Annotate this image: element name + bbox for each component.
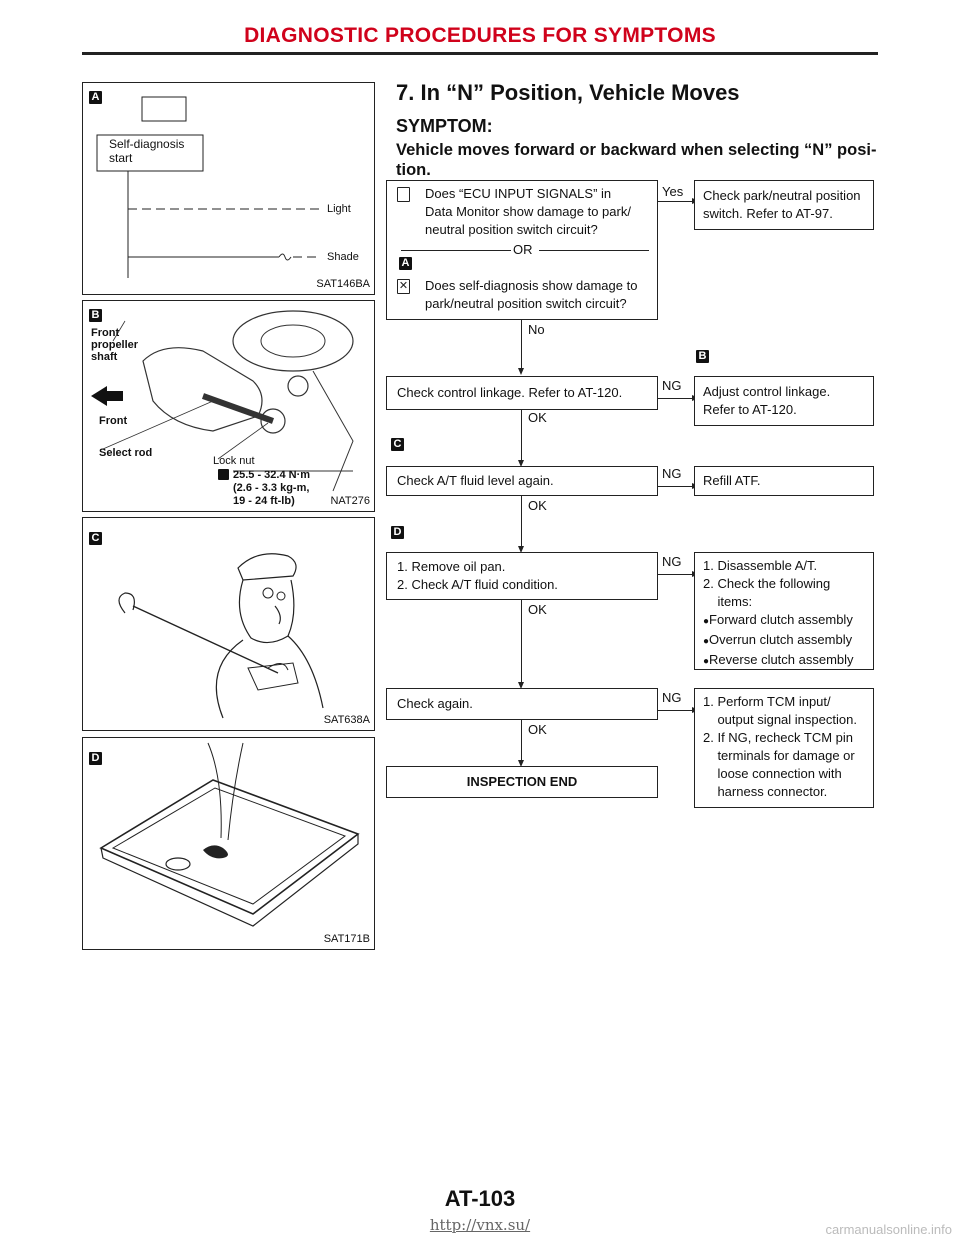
figure-code-a: SAT146BA: [316, 278, 370, 290]
flow-step3-ok-label: OK: [528, 498, 547, 513]
figure-a: [82, 82, 375, 295]
flow-step1-box: [386, 180, 658, 320]
flow-step4-action1: 1. Disassemble A/T.: [703, 558, 818, 573]
flow-step2-down-line: [521, 410, 522, 462]
flow-step2-ng-box: [694, 376, 874, 426]
flow-step4-action2: 2. Check the following items:: [703, 576, 831, 609]
label-lock-nut: Lock nut: [213, 455, 255, 467]
page-number: AT-103: [444, 1186, 516, 1211]
flow-step3-ng-label: NG: [662, 466, 682, 481]
figure-code-b: NAT276: [330, 495, 370, 507]
flow-step3-down-line: [521, 496, 522, 548]
flow-step1-no-label: No: [528, 322, 545, 337]
flow-step2-box: [386, 376, 658, 410]
flow-step4-item: ●Overrun clutch assembly: [703, 632, 853, 647]
flow-step4-item: ●Reverse clutch assembly: [703, 652, 854, 667]
flow-step4-ng-line: [658, 574, 694, 575]
flow-step3-ng-line: [658, 486, 694, 487]
flow-step1-yes-line: [658, 201, 694, 202]
page-header-title: DIAGNOSTIC PROCEDURES FOR SYMPTOMS: [244, 24, 716, 47]
flow-step5-ng-line: [658, 710, 694, 711]
bullet-icon: ●: [703, 656, 710, 667]
torque-wrench-icon: [218, 469, 229, 480]
flow-step3-ng-box: [694, 466, 874, 496]
flow-step4-ng-label: NG: [662, 554, 682, 569]
symptom-heading: SYMPTOM:: [396, 116, 493, 136]
flow-step4-item: ●Forward clutch assembly: [703, 612, 853, 627]
label-torque-spec: 25.5 - 32.4 N·m (2.6 - 3.3 kg-m, 19 - 24 ft-lb): [233, 469, 311, 507]
or-rule-right: [539, 250, 649, 251]
bullet-icon: ●: [703, 636, 710, 647]
flow-step3-box: [386, 466, 658, 496]
figure-badge-c: C: [89, 532, 102, 545]
figure-d: [82, 737, 375, 950]
flow-step4-ng-box: [694, 552, 874, 670]
flow-step1-question2: Does self-diagnosis show damage to park/neutral position switch circuit?: [425, 278, 638, 311]
flow-step2-action: Adjust control linkage. Refer to AT-120.: [703, 384, 831, 417]
label-light: Light: [327, 203, 351, 215]
flow-step5-ok-label: OK: [528, 722, 547, 737]
mechanic-illustration: [83, 518, 374, 730]
flow-step2-ok-label: OK: [528, 410, 547, 425]
symptom-text: Vehicle moves forward or backward when selecting “N” posi- tion.: [396, 141, 877, 179]
flow-step5-ng-label: NG: [662, 690, 682, 705]
flow-step1-yes-label: Yes: [662, 184, 684, 199]
flow-end-box: [386, 766, 658, 798]
flow-badge-a: A: [399, 257, 412, 270]
figure-code-c: SAT638A: [323, 714, 370, 726]
flow-step5-action1: 1. Perform TCM input/ output signal inspection.: [703, 694, 857, 727]
flow-step1-yes-box: [694, 180, 874, 230]
flow-step1-down-line: [521, 320, 522, 370]
label-select-rod: Select rod: [99, 447, 153, 459]
flow-step4-down-line: [521, 600, 522, 684]
label-front: Front: [99, 415, 128, 427]
flow-step4-text: 1. Remove oil pan. 2. Check A/T fluid condition.: [397, 559, 558, 592]
label-shade: Shade: [327, 251, 359, 263]
flow-step4-box: [386, 552, 658, 600]
label-front-propeller-shaft: Front propeller shaft: [91, 327, 139, 363]
or-rule-left: [401, 250, 511, 251]
header-rule: [82, 52, 878, 55]
footer-link[interactable]: http://vnx.su/: [429, 1216, 531, 1234]
flow-step3-text: Check A/T fluid level again.: [397, 473, 554, 488]
oil-pan-illustration: [83, 738, 374, 949]
flow-step4-ok-label: OK: [528, 602, 547, 617]
section-title: 7. In “N” Position, Vehicle Moves: [396, 80, 740, 105]
figure-badge-a: A: [89, 91, 102, 104]
figure-badge-d: D: [89, 752, 102, 765]
flow-step5-box: [386, 688, 658, 720]
flow-step1-question1: Does “ECU INPUT SIGNALS” in Data Monitor show damage to park/ neutral position switch circuit?: [425, 186, 631, 237]
label-self-diagnosis-start: Self-diagnosis start: [109, 137, 185, 165]
figure-badge-b: B: [89, 309, 102, 322]
bullet-icon: ●: [703, 616, 710, 627]
self-diagnosis-icon: ✕: [398, 280, 409, 292]
figure-code-d: SAT171B: [323, 933, 370, 945]
flow-step1-yes-action: Check park/neutral position switch. Refer to AT-97.: [703, 188, 861, 221]
flow-badge-b: B: [696, 350, 709, 363]
flow-step5-action2: 2. If NG, recheck TCM pin terminals for damage or loose connection with harness connector.: [703, 730, 855, 799]
figure-b: [82, 300, 375, 512]
flow-badge-c: C: [391, 438, 404, 451]
flow-step2-ng-label: NG: [662, 378, 682, 393]
flow-step5-down-line: [521, 720, 522, 762]
flow-step5-text: Check again.: [397, 696, 473, 711]
flow-end-text: INSPECTION END: [466, 774, 578, 789]
flow-step2-text: Check control linkage. Refer to AT-120.: [397, 385, 623, 400]
flow-step3-action: Refill ATF.: [703, 473, 761, 488]
flow-step2-ng-line: [658, 398, 694, 399]
consult-icon: [397, 187, 410, 202]
flow-step1-or: OR: [513, 242, 533, 257]
figure-c: [82, 517, 375, 731]
flow-badge-d: D: [391, 526, 404, 539]
flow-step1-down-arrow: [518, 368, 524, 375]
flow-step5-ng-box: [694, 688, 874, 808]
watermark: carmanualsonline.info: [825, 1222, 952, 1237]
